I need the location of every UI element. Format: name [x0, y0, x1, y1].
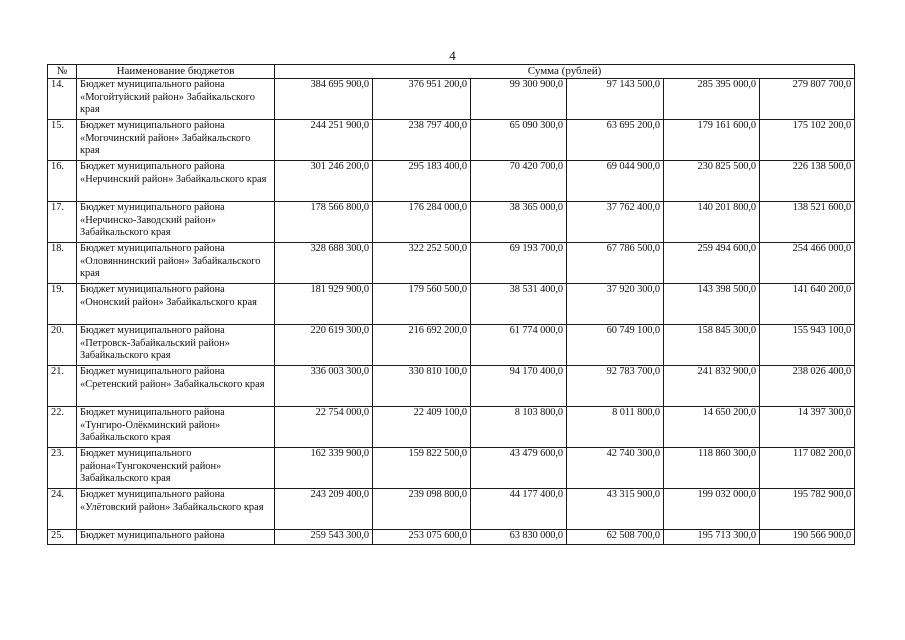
amount-cell: 322 252 500,0 — [373, 243, 471, 284]
amount-cell: 14 650 200,0 — [664, 407, 760, 448]
amount-cell: 226 138 500,0 — [760, 161, 855, 202]
budget-name: Бюджет муниципального района «Улётовский район» Забайкальского края — [77, 489, 275, 530]
amount-cell: 43 479 600,0 — [471, 448, 567, 489]
table-row — [48, 161, 855, 202]
table-row — [48, 489, 855, 530]
header-name: Наименование бюджетов — [77, 65, 275, 79]
amount-cell: 181 929 900,0 — [275, 284, 373, 325]
amount-cell: 190 566 900,0 — [760, 530, 855, 545]
table-header-row — [48, 65, 855, 79]
amount-cell: 328 688 300,0 — [275, 243, 373, 284]
page-number: 4 — [449, 48, 456, 63]
table-row — [48, 202, 855, 243]
budget-name: Бюджет муниципального района «Тунгиро-Олёкминский район» Забайкальского края — [77, 407, 275, 448]
row-number: 19. — [48, 284, 77, 325]
row-number: 15. — [48, 120, 77, 161]
amount-cell: 295 183 400,0 — [373, 161, 471, 202]
amount-cell: 63 695 200,0 — [567, 120, 664, 161]
row-number: 17. — [48, 202, 77, 243]
amount-cell: 199 032 000,0 — [664, 489, 760, 530]
amount-cell: 253 075 600,0 — [373, 530, 471, 545]
table-row — [48, 120, 855, 161]
amount-cell: 220 619 300,0 — [275, 325, 373, 366]
amount-cell: 159 822 500,0 — [373, 448, 471, 489]
amount-cell: 8 103 800,0 — [471, 407, 567, 448]
amount-cell: 94 170 400,0 — [471, 366, 567, 407]
row-number: 18. — [48, 243, 77, 284]
amount-cell: 330 810 100,0 — [373, 366, 471, 407]
table-row — [48, 243, 855, 284]
row-number: 20. — [48, 325, 77, 366]
amount-cell: 279 807 700,0 — [760, 79, 855, 120]
row-number: 16. — [48, 161, 77, 202]
amount-cell: 243 209 400,0 — [275, 489, 373, 530]
table-body — [48, 79, 855, 545]
table-row — [48, 407, 855, 448]
amount-cell: 384 695 900,0 — [275, 79, 373, 120]
amount-cell: 38 531 400,0 — [471, 284, 567, 325]
amount-cell: 175 102 200,0 — [760, 120, 855, 161]
amount-cell: 230 825 500,0 — [664, 161, 760, 202]
budget-name: Бюджет муниципального района — [77, 530, 275, 545]
amount-cell: 176 284 000,0 — [373, 202, 471, 243]
amount-cell: 301 246 200,0 — [275, 161, 373, 202]
amount-cell: 42 740 300,0 — [567, 448, 664, 489]
table-row — [48, 325, 855, 366]
budget-name: Бюджет муниципального района«Тунгокоченский район» Забайкальского края — [77, 448, 275, 489]
amount-cell: 143 398 500,0 — [664, 284, 760, 325]
amount-cell: 239 098 800,0 — [373, 489, 471, 530]
amount-cell: 44 177 400,0 — [471, 489, 567, 530]
budget-table — [47, 64, 855, 545]
amount-cell: 60 749 100,0 — [567, 325, 664, 366]
amount-cell: 138 521 600,0 — [760, 202, 855, 243]
budget-name: Бюджет муниципального района «Могойтуйский район» Забайкальского края — [77, 79, 275, 120]
amount-cell: 92 783 700,0 — [567, 366, 664, 407]
row-number: 22. — [48, 407, 77, 448]
amount-cell: 99 300 900,0 — [471, 79, 567, 120]
amount-cell: 8 011 800,0 — [567, 407, 664, 448]
table-row — [48, 284, 855, 325]
amount-cell: 140 201 800,0 — [664, 202, 760, 243]
table-row — [48, 530, 855, 545]
amount-cell: 376 951 200,0 — [373, 79, 471, 120]
amount-cell: 155 943 100,0 — [760, 325, 855, 366]
budget-name: Бюджет муниципального района «Нерчинско-Заводский район» Забайкальского края — [77, 202, 275, 243]
budget-name: Бюджет муниципального района «Сретенский район» Забайкальского края — [77, 366, 275, 407]
header-sum: Сумма (рублей) — [275, 65, 855, 79]
budget-name: Бюджет муниципального района «Могочинский район» Забайкальского края — [77, 120, 275, 161]
amount-cell: 259 494 600,0 — [664, 243, 760, 284]
amount-cell: 179 560 500,0 — [373, 284, 471, 325]
budget-name: Бюджет муниципального района «Нерчинский район» Забайкальского края — [77, 161, 275, 202]
amount-cell: 336 003 300,0 — [275, 366, 373, 407]
amount-cell: 178 566 800,0 — [275, 202, 373, 243]
amount-cell: 162 339 900,0 — [275, 448, 373, 489]
amount-cell: 179 161 600,0 — [664, 120, 760, 161]
amount-cell: 62 508 700,0 — [567, 530, 664, 545]
amount-cell: 216 692 200,0 — [373, 325, 471, 366]
amount-cell: 195 782 900,0 — [760, 489, 855, 530]
amount-cell: 69 193 700,0 — [471, 243, 567, 284]
amount-cell: 97 143 500,0 — [567, 79, 664, 120]
amount-cell: 118 860 300,0 — [664, 448, 760, 489]
budget-name: Бюджет муниципального района «Петровск-Забайкальский район» Забайкальского края — [77, 325, 275, 366]
amount-cell: 22 409 100,0 — [373, 407, 471, 448]
amount-cell: 70 420 700,0 — [471, 161, 567, 202]
budget-name: Бюджет муниципального района «Оловяннинский район» Забайкальского края — [77, 243, 275, 284]
row-number: 24. — [48, 489, 77, 530]
table-row — [48, 448, 855, 489]
row-number: 25. — [48, 530, 77, 545]
budget-name: Бюджет муниципального района «Ононский район» Забайкальского края — [77, 284, 275, 325]
amount-cell: 117 082 200,0 — [760, 448, 855, 489]
amount-cell: 38 365 000,0 — [471, 202, 567, 243]
amount-cell: 65 090 300,0 — [471, 120, 567, 161]
header-num: № — [48, 65, 77, 79]
amount-cell: 69 044 900,0 — [567, 161, 664, 202]
amount-cell: 43 315 900,0 — [567, 489, 664, 530]
amount-cell: 37 920 300,0 — [567, 284, 664, 325]
amount-cell: 22 754 000,0 — [275, 407, 373, 448]
amount-cell: 285 395 000,0 — [664, 79, 760, 120]
amount-cell: 259 543 300,0 — [275, 530, 373, 545]
amount-cell: 37 762 400,0 — [567, 202, 664, 243]
row-number: 21. — [48, 366, 77, 407]
table-row — [48, 79, 855, 120]
row-number: 23. — [48, 448, 77, 489]
amount-cell: 238 797 400,0 — [373, 120, 471, 161]
amount-cell: 158 845 300,0 — [664, 325, 760, 366]
amount-cell: 241 832 900,0 — [664, 366, 760, 407]
amount-cell: 238 026 400,0 — [760, 366, 855, 407]
amount-cell: 141 640 200,0 — [760, 284, 855, 325]
amount-cell: 61 774 000,0 — [471, 325, 567, 366]
amount-cell: 63 830 000,0 — [471, 530, 567, 545]
amount-cell: 14 397 300,0 — [760, 407, 855, 448]
amount-cell: 67 786 500,0 — [567, 243, 664, 284]
amount-cell: 195 713 300,0 — [664, 530, 760, 545]
table-row — [48, 366, 855, 407]
row-number: 14. — [48, 79, 77, 120]
amount-cell: 254 466 000,0 — [760, 243, 855, 284]
amount-cell: 244 251 900,0 — [275, 120, 373, 161]
